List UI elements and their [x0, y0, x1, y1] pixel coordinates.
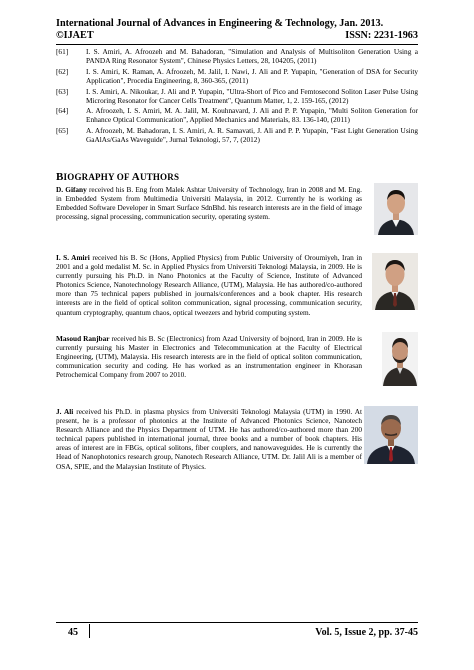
footer-separator: [89, 624, 90, 638]
biography-heading: [56, 171, 179, 183]
journal-header-title: International Journal of Advances in Engineering & Technology, Jan. 2013.: [56, 18, 384, 29]
author-bio-gifany: [56, 185, 362, 221]
author-bio-ranjbar: [56, 334, 362, 379]
copyright-label: ©IJAET: [56, 30, 94, 41]
volume-info: Vol. 5, Issue 2, pp. 37-45: [315, 627, 418, 638]
reference-number: [65]: [56, 126, 69, 136]
header-divider: [56, 44, 418, 45]
author-bio-text: received his B. Eng from Malek Ashtar University of Technology, Iran in 2008 and M. Eng. in Embedded System from Multimedia Universiti Malaysia, in 2012. Currently he is working as Embedded Software Developer in Smart Surface SdnBhd. his research interests are in the field of image processing, signal processing, communication security, operating system.: [56, 185, 363, 222]
reference-item: [56, 47, 418, 65]
author-bio-text: received his Ph.D. in plasma physics from Universiti Teknologi Malaysia (UTM) in 1990. At present, he is a professor of photonics at the Institute of Advanced Photonics Science, Nanotech Research Alliance and the Physics Department of UTM. He has authored/co-authored more than 200 technical papers published in international journal, three books and a number of book chapters. His areas of interest are in FBGs, optical solitons, fiber couplers, and nanowaveguides. He is currently the Head of Nanophotonics research group, Nanotech Research Alliance, UTM. Dr. Jalil Ali is a member of OSA, SPIE, and the Malaysian Institute of Physics.: [56, 407, 362, 471]
author-name: Masoud Ranjbar: [56, 334, 110, 343]
reference-item: [56, 87, 418, 105]
reference-text: A. Afroozeh, M. Bahadoran, I. S. Amiri, A. R. Samavati, J. Ali and P. P. Yupapin, "Fast Light Generation Using GaAlAs/GaAs Waveguide", Jurnal Teknologi, 57, 7, (2012): [86, 126, 418, 145]
author-photo-ranjbar: [382, 332, 418, 386]
reference-number: [64]: [56, 106, 69, 116]
reference-text: I. S. Amiri, K. Raman, A. Afroozeh, M. Jalil, I. Nawi, J. Ali and P. Yupapin, "Generation of DSA for Security Application", Procedia Engineering, 8, 360-365, (2011): [86, 66, 418, 85]
reference-item: [56, 126, 418, 144]
author-name: J. Ali: [56, 407, 74, 416]
journal-header-line2: [56, 30, 418, 42]
author-photo-amiri: [372, 253, 418, 310]
author-photo-gifany: [374, 183, 418, 235]
reference-text: A. Afroozeh, I. S. Amiri, M. A. Jalil, M. Kouhnavard, J. Ali and P. P. Yupapin, "Multi Soliton Generation for Enhance Optical Communication", Applied Mechanics and Materials, 83. 136-140, (2011): [86, 106, 418, 125]
biography-heading-initial2: A: [131, 171, 140, 183]
reference-number: [63]: [56, 86, 69, 96]
biography-heading-initial: B: [56, 171, 64, 183]
author-bio-text: received his B. Sc (Electronics) from Azad University of bojnord, Iran in 2009. He is currently pursuing his Master in Electronics and Telecommunication at the Faculty of Electrical Engineering, (UTM), Malaysia. His research interests are in the field of optical soliton communication, communication security and coding. He has worked as an instrumentation engineer in Khorasan Petrochemical Company from 2007 to 2010.: [56, 334, 362, 380]
biography-heading-rest2: UTHORS: [139, 172, 180, 182]
reference-item: [56, 67, 418, 85]
author-name: I. S. Amiri: [56, 253, 90, 262]
biography-heading-rest: IOGRAPHY OF: [63, 172, 132, 182]
reference-list: [56, 47, 418, 146]
reference-number: [62]: [56, 66, 69, 76]
reference-text: I. S. Amiri, A. Afroozeh and M. Bahadoran, "Simulation and Analysis of Multisoliton Generation Using a PANDA Ring Resonator System", Chinese Physics Letters, 28, 104205, (2011): [86, 47, 418, 65]
page-number: 45: [68, 627, 78, 638]
issn-label: ISSN: 2231-1963: [345, 30, 418, 41]
author-bio-amiri: [56, 253, 362, 317]
reference-number: [61]: [56, 47, 69, 56]
author-bio-text: received his B. Sc (Hons, Applied Physics) from Public University of Oroumiyeh, Iran in 2001 and a gold medalist M. Sc. in Applied Physics from Universiti Teknologi Malaysia, in 2009. He is currently pursuing his Ph.D. in Nano Photonics at the Faculty of Science, Institute of Advanced Photonics Science, Nanotechnology Research Alliance, (UTM), Malaysia. He has authored/co-authored more than 75 technical papers published in journals/conferences and a book chapter. His research interests are in the field of optical soliton communication, signal processing, communication security, quantum cryptography, quantum chaos, optical tweezers and hybrid computing system.: [56, 253, 362, 317]
author-bio-ali: [56, 407, 362, 471]
author-name: D. Gifany: [56, 185, 87, 194]
footer-divider: [56, 622, 418, 623]
reference-text: I. S. Amiri, A. Nikoukar, J. Ali and P. Yupapin, "Ultra-Short of Pico and Femtosecond Soliton Laser Pulse Using Microring Resonator for Cancer Cells Treatment", Quantum Matter, 1, 2. 159-165, (2012): [86, 86, 418, 105]
reference-item: [56, 106, 418, 124]
author-photo-ali: [364, 406, 418, 464]
